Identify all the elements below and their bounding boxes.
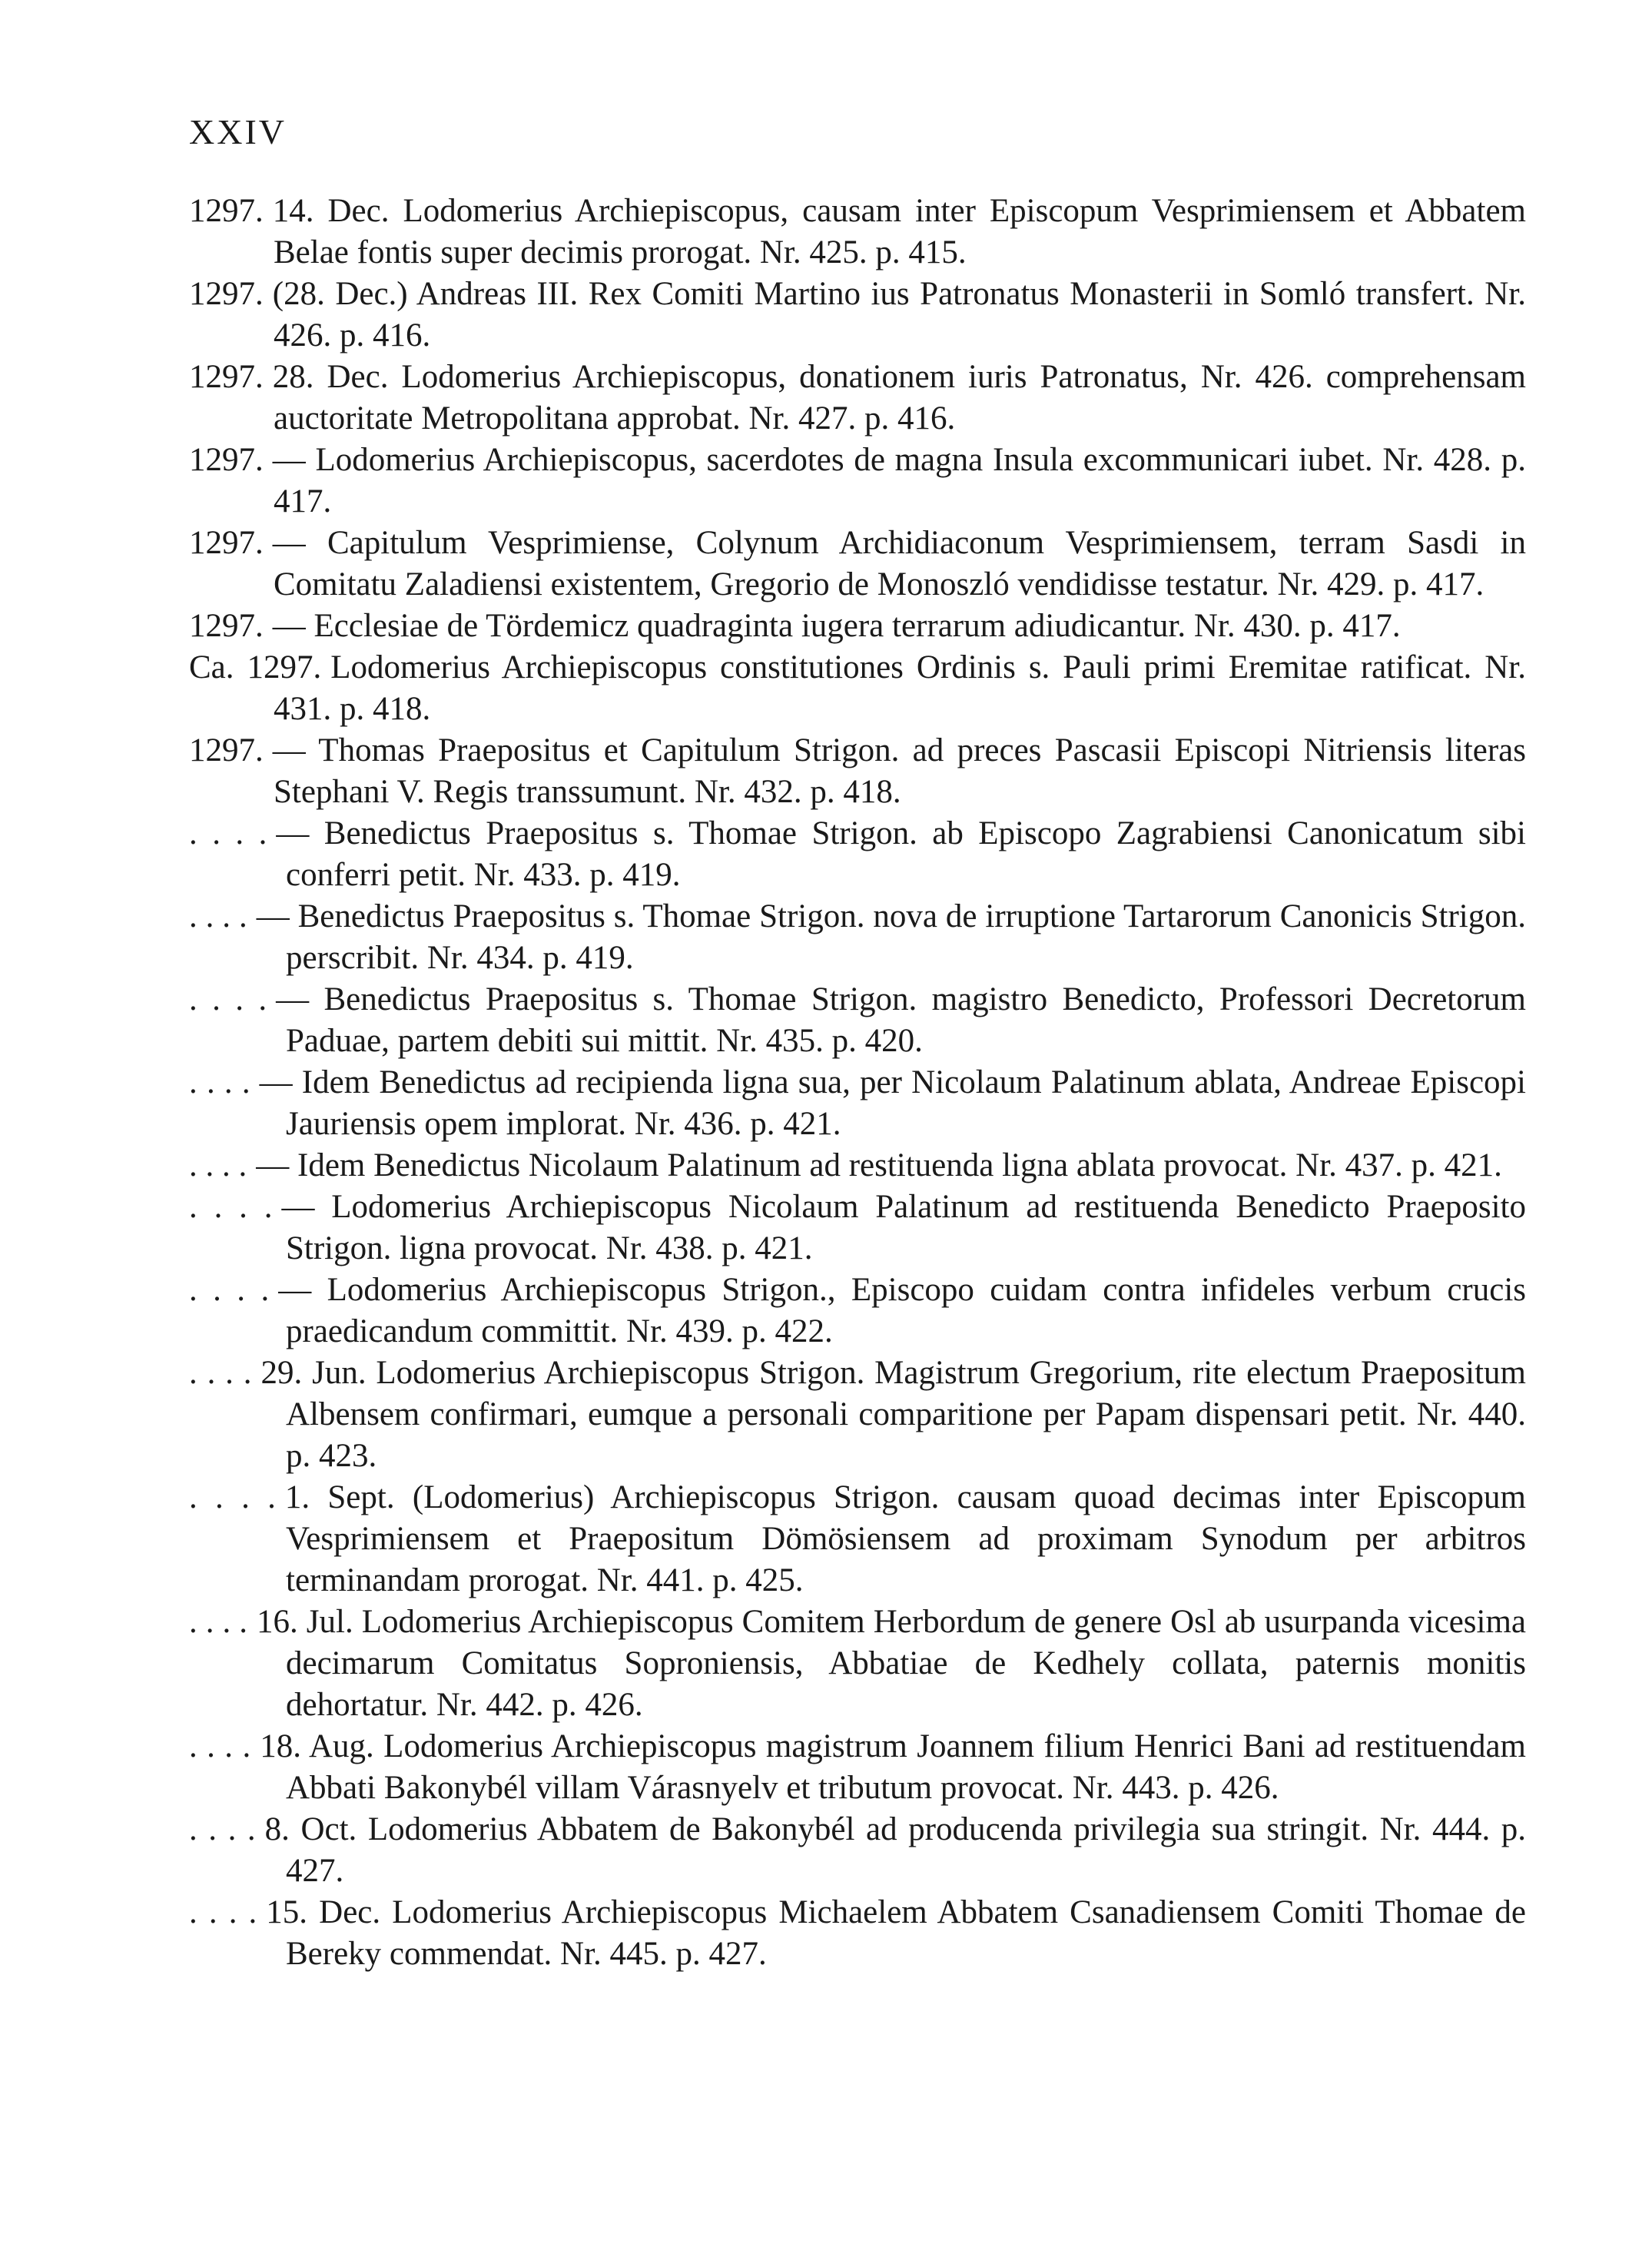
entry-text: — Thomas Praepositus et Capitulum Strigon. ad preces Pascasii Episcopi Nitriensis literas Stephani V. Regis transsumunt. Nr. 432. p. 418. [272,732,1526,810]
list-item [189,1187,1526,1270]
entry-text: — Capitulum Vesprimiense, Colynum Archidiaconum Vesprimiensem, terram Sasdi in Comitatu Zaladiensi existentem, Gregorio de Monoszló vendidisse testatur. Nr. 429. p. 417. [272,525,1526,602]
entry-date: 1297. [189,359,264,395]
list-item [189,1062,1526,1145]
list-item [189,1809,1526,1892]
list-item [189,1477,1526,1602]
list-item [189,1145,1526,1187]
list-item [189,1602,1526,1726]
list-item [189,1892,1526,1975]
list-item [189,813,1526,896]
entry-date: 1297. [189,442,264,478]
entry-date: . . . . [189,1811,256,1847]
list-item [189,1353,1526,1477]
entry-date: . . . . [189,1272,270,1308]
entry-text: 29. Jun. Lodomerius Archiepiscopus Strigon. Magistrum Gregorium, rite electum Praepositum Albensem confirmari, eumque a personali comparitione per Papam dispensari petit. Nr. 440. p. 423. [260,1355,1526,1474]
list-item [189,730,1526,813]
entry-date: . . . . [189,1604,248,1640]
entry-text: — Idem Benedictus ad recipienda ligna sua, per Nicolaum Palatinum ablata, Andreae Episcopi Jauriensis opem implorat. Nr. 436. p. 421. [259,1064,1527,1142]
entry-text: — Idem Benedictus Nicolaum Palatinum ad restituenda ligna ablata provocat. Nr. 437. p. 421. [256,1147,1502,1183]
entry-date: 1297. [189,732,264,768]
entry-date: . . . . [189,815,267,851]
entry-text: — Lodomerius Archiepiscopus Nicolaum Palatinum ad restituenda Benedicto Praeposito Strigon. ligna provocat. Nr. 438. p. 421. [281,1189,1526,1266]
list-item [189,274,1526,357]
entry-date: . . . . [189,1894,257,1930]
entry-date: . . . . [189,1189,273,1225]
entry-text: Lodomerius Archiepiscopus constitutiones Ordinis s. Pauli primi Eremitae ratificat. Nr. 431. p. 418. [274,649,1526,727]
entry-text: — Benedictus Praepositus s. Thomae Strigon. nova de irruptione Tartarorum Canonicis Strigon. perscribit. Nr. 434. p. 419. [256,898,1526,976]
list-item [189,191,1526,274]
entry-date: . . . . [189,898,247,934]
entry-date: . . . . [189,1479,276,1515]
entry-date: . . . . [189,1355,252,1391]
entry-date: 1297. [189,525,264,561]
regesta-list [189,191,1526,1975]
entry-date: 1297. [189,276,264,312]
list-item [189,1270,1526,1353]
entry-text: 8. Oct. Lodomerius Abbatem de Bakonybél ad producenda privilegia sua stringit. Nr. 444. p. 427. [264,1811,1526,1889]
list-item [189,647,1526,730]
list-item [189,523,1526,606]
entry-text: 18. Aug. Lodomerius Archiepiscopus magistrum Joannem filium Henrici Bani ad restituendam Abbati Bakonybél villam Várasnyelv et tributum provocat. Nr. 443. p. 426. [260,1728,1527,1806]
page-number: XXIV [189,112,287,151]
entry-date: Ca. 1297. [189,649,322,685]
entry-text: 28. Dec. Lodomerius Archiepiscopus, donationem iuris Patronatus, Nr. 426. comprehensam auctoritate Metropolitana approbat. Nr. 427. p. 416. [272,359,1526,436]
entry-date: 1297. [189,193,264,229]
entry-text: — Benedictus Praepositus s. Thomae Strigon. magistro Benedicto, Professori Decretorum Paduae, partem debiti sui mittit. Nr. 435. p. 420. [276,981,1526,1059]
list-item [189,979,1526,1062]
entry-text: 15. Dec. Lodomerius Archiepiscopus Michaelem Abbatem Csanadiensem Comiti Thomae de Bereky commendat. Nr. 445. p. 427. [266,1894,1526,1972]
list-item [189,440,1526,523]
entry-date: 1297. [189,608,264,644]
list-item [189,357,1526,440]
entry-date: . . . . [189,981,267,1017]
entry-date: . . . . [189,1728,251,1764]
entry-date: . . . . [189,1064,250,1100]
entry-date: . . . . [189,1147,247,1183]
entry-text: — Lodomerius Archiepiscopus, sacerdotes de magna Insula excommunicari iubet. Nr. 428. p. 417. [272,442,1526,519]
list-item [189,896,1526,979]
entry-text: 16. Jul. Lodomerius Archiepiscopus Comitem Herbordum de genere Osl ab usurpanda vicesima decimarum Comitatus Soproniensis, Abbatiae de Kedhely collata, paternis monitis dehortatur. Nr. 442. p. 426. [257,1604,1527,1723]
entry-text: (28. Dec.) Andreas III. Rex Comiti Martino ius Patronatus Monasterii in Somló transfert. Nr. 426. p. 416. [272,276,1526,353]
entry-text: 1. Sept. (Lodomerius) Archiepiscopus Strigon. causam quoad decimas inter Episcopum Vesprimiensem et Praepositum Dömösiensem ad proximam Synodum per arbitros terminandam prorogat. Nr. 441. p. 425. [284,1479,1526,1598]
entry-text: — Benedictus Praepositus s. Thomae Strigon. ab Episcopo Zagrabiensi Canonicatum sibi conferri petit. Nr. 433. p. 419. [276,815,1527,893]
list-item [189,1726,1526,1809]
entry-text: — Ecclesiae de Tördemicz quadraginta iugera terrarum adiudicantur. Nr. 430. p. 417. [272,608,1401,644]
entry-text: 14. Dec. Lodomerius Archiepiscopus, causam inter Episcopum Vesprimiensem et Abbatem Belae fontis super decimis prorogat. Nr. 425. p. 415. [272,193,1526,271]
list-item [189,606,1526,647]
entry-text: — Lodomerius Archiepiscopus Strigon., Episcopo cuidam contra infideles verbum crucis praedicandum committit. Nr. 439. p. 422. [278,1272,1527,1349]
